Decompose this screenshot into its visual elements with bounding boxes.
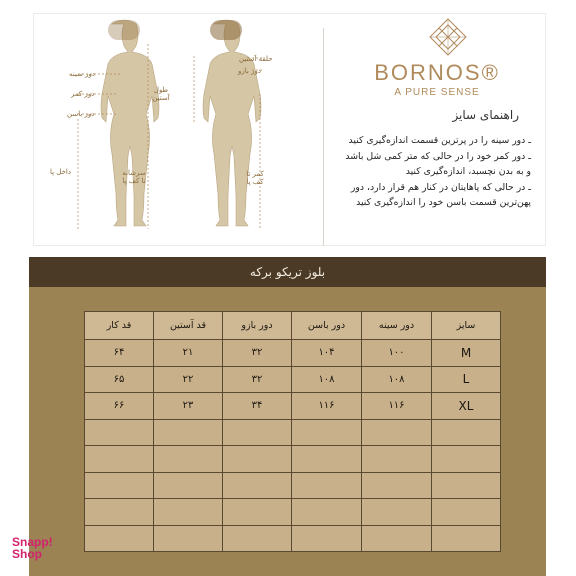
size-guide-card xyxy=(33,13,546,246)
table-row xyxy=(85,525,501,552)
header-bust: دور سینه xyxy=(362,312,432,340)
cell: XL xyxy=(432,393,501,420)
table-header-row xyxy=(85,312,501,340)
cell xyxy=(154,446,223,473)
cell xyxy=(432,446,501,473)
label-inseam: داخل پا xyxy=(50,168,71,176)
product-title: بلوز تریکو برکه xyxy=(249,265,326,279)
table-row xyxy=(85,472,501,499)
cell: L xyxy=(432,366,501,393)
cell xyxy=(85,419,154,446)
brand-tagline: A PURE SENSE xyxy=(394,87,480,98)
size-guide-title: راهنمای سایز xyxy=(452,108,519,122)
label-arm: دور بازو xyxy=(238,67,261,75)
cell xyxy=(292,419,362,446)
brand-name: BORNOS® xyxy=(374,60,500,85)
cell xyxy=(85,499,154,526)
header-arm: دور بازو xyxy=(223,312,292,340)
cell xyxy=(432,419,501,446)
watermark-line-1: Snapp! xyxy=(12,535,53,549)
cell: ۱۱۶ xyxy=(292,393,362,420)
label-waist: دور کمر xyxy=(71,90,95,98)
size-guide-instructions xyxy=(301,133,531,211)
label-sleeve-hole: حلقه آستین xyxy=(239,55,273,63)
table-row xyxy=(85,499,501,526)
cell xyxy=(292,499,362,526)
cell xyxy=(223,446,292,473)
cell: ۳۴ xyxy=(223,393,292,420)
bornos-logo-icon xyxy=(426,17,470,59)
cell xyxy=(85,472,154,499)
cell xyxy=(292,472,362,499)
guide-line: ـ دور سینه را در پرترین قسمت اندازه‌گیری کنید xyxy=(348,135,531,146)
label-sleeve-length: طول آستین xyxy=(152,86,170,102)
cell: ۱۰۰ xyxy=(362,340,432,367)
table-row xyxy=(85,419,501,446)
cell: ۶۵ xyxy=(85,366,154,393)
body-figures-illustration xyxy=(34,14,324,247)
cell xyxy=(292,446,362,473)
header-hip: دور باسن xyxy=(292,312,362,340)
guide-line: و به بدن نچسبد، اندازه‌گیری کنید xyxy=(405,166,531,178)
cell: M xyxy=(432,340,501,367)
cell: ۲۳ xyxy=(154,393,223,420)
size-table xyxy=(84,311,501,552)
cell xyxy=(223,472,292,499)
table-row xyxy=(85,366,501,393)
cell: ۱۱۶ xyxy=(362,393,432,420)
cell: ۱۰۴ xyxy=(292,340,362,367)
back-figure xyxy=(203,20,261,226)
cell xyxy=(362,525,432,552)
guide-line: ـ دور کمر خود را در حالی که متر کمی شل باشد xyxy=(345,150,531,162)
label-bust: دور سینه xyxy=(69,70,95,78)
cell: ۲۲ xyxy=(154,366,223,393)
label-waist-to-foot: کمر تا کف پا xyxy=(246,170,264,186)
cell xyxy=(432,472,501,499)
cell xyxy=(362,419,432,446)
guide-line: ـ در حالی که پاهایتان در کنار هم قرار دارد، دور xyxy=(350,181,531,193)
cell xyxy=(292,525,362,552)
cell xyxy=(223,499,292,526)
header-size: سایز xyxy=(432,312,501,340)
cell: ۱۰۸ xyxy=(292,366,362,393)
cell xyxy=(85,446,154,473)
cell xyxy=(154,419,223,446)
cell xyxy=(432,499,501,526)
cell xyxy=(154,472,223,499)
label-hip: دور باسن xyxy=(67,110,95,118)
cell xyxy=(362,446,432,473)
label-shoulder-to-foot: سرشانه تا کف پا xyxy=(122,169,146,185)
cell: ۳۲ xyxy=(223,340,292,367)
cell xyxy=(362,472,432,499)
watermark-line-2: Shop xyxy=(12,547,42,561)
guide-line: پهن‌ترین قسمت باسن خود را اندازه‌گیری کنید xyxy=(356,197,531,209)
table-row xyxy=(85,393,501,420)
header-length: قد کار xyxy=(85,312,154,340)
table-row xyxy=(85,446,501,473)
cell xyxy=(154,499,223,526)
cell: ۳۲ xyxy=(223,366,292,393)
cell: ۶۴ xyxy=(85,340,154,367)
cell: ۱۰۸ xyxy=(362,366,432,393)
header-sleeve-length: قد آستین xyxy=(154,312,223,340)
cell xyxy=(432,525,501,552)
cell: ۶۶ xyxy=(85,393,154,420)
table-row xyxy=(85,340,501,367)
cell xyxy=(85,525,154,552)
cell xyxy=(223,525,292,552)
snapp-shop-watermark xyxy=(12,536,53,560)
cell xyxy=(223,419,292,446)
cell: ۲۱ xyxy=(154,340,223,367)
cell xyxy=(362,499,432,526)
cell xyxy=(154,525,223,552)
front-figure xyxy=(101,20,159,226)
